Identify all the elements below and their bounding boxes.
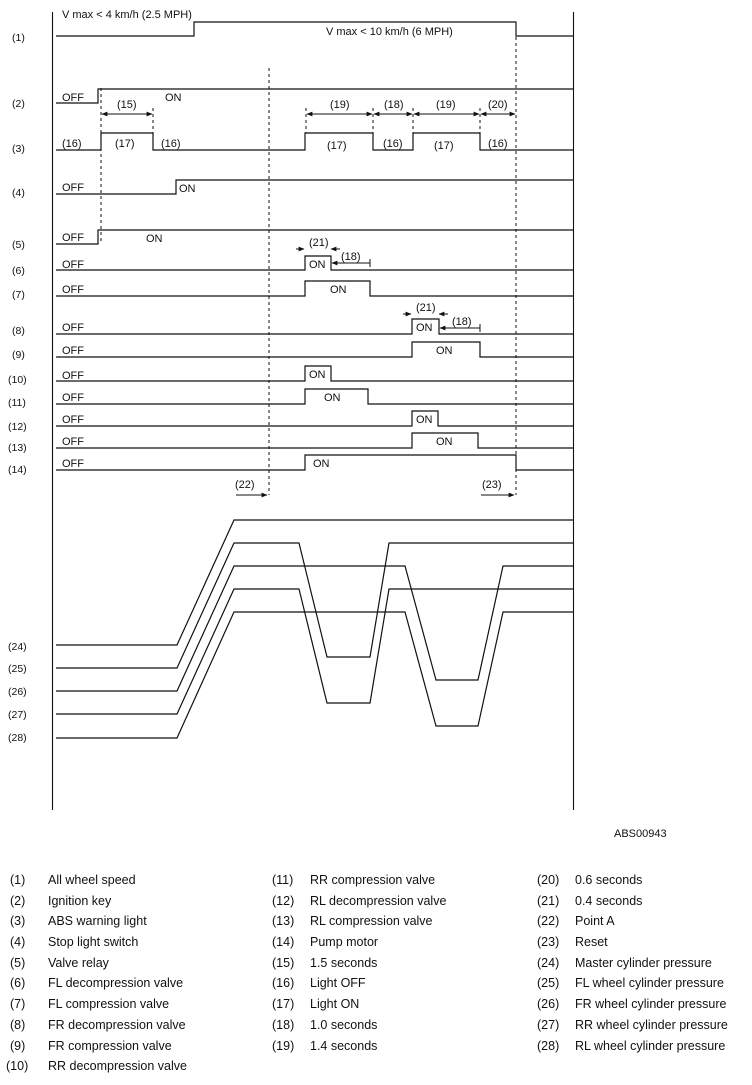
legend-number: (5) <box>10 955 26 970</box>
legend-number: (28) <box>537 1038 560 1053</box>
legend-text: 1.4 seconds <box>310 1038 378 1053</box>
row-label-12: (12) <box>8 421 27 433</box>
waveform-stop-light-switch <box>56 180 573 194</box>
legend-text: Valve relay <box>48 955 109 970</box>
legend-number: (19) <box>272 1038 295 1053</box>
row-label-14: (14) <box>8 464 27 476</box>
legend-number: (18) <box>272 1017 295 1032</box>
on-label-9: ON <box>436 345 453 357</box>
on-label-12: ON <box>416 414 433 426</box>
legend-text: FL decompression valve <box>48 976 184 991</box>
legend-number: (7) <box>10 997 26 1012</box>
legend-text: Pump motor <box>310 935 379 950</box>
legend-number: (6) <box>10 976 26 991</box>
legend-number: (12) <box>272 893 295 908</box>
row-label-13: (13) <box>8 442 27 454</box>
pressure-rl-wheel <box>56 612 573 738</box>
row-label-1: (1) <box>12 32 25 44</box>
pressure-master-cylinder <box>56 520 573 645</box>
on-label-10: ON <box>309 369 326 381</box>
off-label-11: OFF <box>62 392 84 404</box>
row-label-10: (10) <box>8 374 27 386</box>
row-label-7: (7) <box>12 289 25 301</box>
off-label-5: OFF <box>62 232 84 244</box>
row-label-11: (11) <box>8 397 26 409</box>
legend-number: (22) <box>537 914 560 929</box>
off-label-12: OFF <box>62 414 84 426</box>
legend-text: RR compression valve <box>310 873 436 887</box>
timing-label-20: (20) <box>488 99 508 111</box>
legend-text: Ignition key <box>48 893 112 908</box>
legend-number: (17) <box>272 997 295 1012</box>
on-label-8: ON <box>416 322 433 334</box>
timing-label-21-fr: (21) <box>416 302 436 314</box>
row-label-24: (24) <box>8 641 27 653</box>
pressure-fr-wheel <box>56 566 573 691</box>
timing-label-18a: (18) <box>384 99 404 111</box>
on-label-11: ON <box>324 392 341 404</box>
row-label-27: (27) <box>8 709 27 721</box>
legend-item <box>6 1056 187 1077</box>
waveform-all-wheel-speed <box>56 22 573 36</box>
legend-number: (25) <box>537 976 560 991</box>
legend-text: Master cylinder pressure <box>575 955 712 970</box>
legend-text: RL compression valve <box>310 914 433 929</box>
row-label-5: (5) <box>12 239 25 251</box>
legend-text: RR wheel cylinder pressure <box>575 1017 728 1032</box>
legend-number: (4) <box>10 935 26 950</box>
legend-text: Reset <box>575 935 608 950</box>
legend-text: FR decompression valve <box>48 1017 186 1032</box>
timing-label-18-fl: (18) <box>341 251 361 263</box>
on-labels <box>146 92 453 470</box>
waveform-fr-decompression <box>56 319 573 334</box>
legend-text: 0.6 seconds <box>575 873 643 887</box>
legend-text: All wheel speed <box>48 873 136 887</box>
off-label-10: OFF <box>62 370 84 382</box>
waveform-rr-compression <box>56 389 573 404</box>
speed-label-low: V max < 4 km/h (2.5 MPH) <box>62 9 192 21</box>
timing-label-17b: (17) <box>327 140 347 152</box>
legend-number: (13) <box>272 914 295 929</box>
off-label-2: OFF <box>62 92 84 104</box>
off-label-7: OFF <box>62 284 84 296</box>
legend-text: Point A <box>575 914 615 929</box>
row-label-28: (28) <box>8 732 27 744</box>
speed-label-high: V max < 10 km/h (6 MPH) <box>326 26 453 38</box>
row-label-2: (2) <box>12 98 25 110</box>
timing-label-17a: (17) <box>115 138 135 150</box>
waveform-fl-compression <box>56 281 573 296</box>
legend-text: 1.0 seconds <box>310 1017 378 1032</box>
legend-number: (15) <box>272 955 295 970</box>
legend-text: Stop light switch <box>48 935 139 950</box>
off-label-4: OFF <box>62 182 84 194</box>
timing-label-17c: (17) <box>434 140 454 152</box>
legend-text: Light ON <box>310 997 360 1012</box>
legend-number: (10) <box>6 1059 29 1074</box>
legend-text: FR wheel cylinder pressure <box>575 997 727 1012</box>
legend-number: (1) <box>10 873 26 887</box>
legend-text: 0.4 seconds <box>575 893 643 908</box>
waveform-fr-compression <box>56 342 573 357</box>
timing-arrows <box>102 114 515 495</box>
timing-label-19b: (19) <box>436 99 456 111</box>
legend-text: FR compression valve <box>48 1038 172 1053</box>
legend-number: (14) <box>272 935 295 950</box>
row-label-25: (25) <box>8 663 27 675</box>
on-label-2: ON <box>165 92 182 104</box>
legend-text: ABS warning light <box>48 914 147 929</box>
timing-label-23: (23) <box>482 479 502 491</box>
timing-label-16d: (16) <box>488 138 508 150</box>
legend-text: RL wheel cylinder pressure <box>575 1038 726 1053</box>
legend-text: RL decompression valve <box>310 893 447 908</box>
pressure-fl-wheel <box>56 543 573 668</box>
on-label-6: ON <box>309 259 326 271</box>
timing-label-16c: (16) <box>383 138 403 150</box>
legend-number: (2) <box>10 893 26 908</box>
row-label-6: (6) <box>12 265 25 277</box>
legend-number: (9) <box>10 1038 26 1053</box>
row-label-26: (26) <box>8 686 27 698</box>
legend-number: (21) <box>537 893 560 908</box>
legend-number: (11) <box>272 873 294 887</box>
on-label-14: ON <box>313 458 330 470</box>
off-label-8: OFF <box>62 322 84 334</box>
legend-text: RR decompression valve <box>48 1059 187 1074</box>
timing-label-15: (15) <box>117 99 137 111</box>
waveform-rl-compression <box>56 433 573 448</box>
legend-text: 1.5 seconds <box>310 955 378 970</box>
legend-text: Light OFF <box>310 976 366 991</box>
legend-number: (8) <box>10 1017 26 1032</box>
legend-number: (3) <box>10 914 26 929</box>
timing-labels <box>62 99 508 491</box>
row-label-4: (4) <box>12 187 25 199</box>
row-label-8: (8) <box>12 325 25 337</box>
legend-number: (26) <box>537 997 560 1012</box>
figure-code: ABS00943 <box>614 828 667 840</box>
timing-label-16b: (16) <box>161 138 181 150</box>
legend-number: (16) <box>272 976 295 991</box>
off-label-13: OFF <box>62 436 84 448</box>
on-label-4: ON <box>179 183 196 195</box>
row-label-9: (9) <box>12 349 25 361</box>
on-label-5: ON <box>146 233 163 245</box>
off-label-6: OFF <box>62 259 84 271</box>
legend-text: FL wheel cylinder pressure <box>575 976 724 991</box>
legend <box>0 870 752 1080</box>
timing-label-19a: (19) <box>330 99 350 111</box>
legend-number: (20) <box>537 873 560 887</box>
off-label-14: OFF <box>62 458 84 470</box>
legend-number: (24) <box>537 955 560 970</box>
legend-text: FL compression valve <box>48 997 170 1012</box>
off-label-9: OFF <box>62 345 84 357</box>
timing-label-18-fr: (18) <box>452 316 472 328</box>
legend-number: (27) <box>537 1017 560 1032</box>
row-label-3: (3) <box>12 143 25 155</box>
on-label-13: ON <box>436 436 453 448</box>
waveform-rl-decompression <box>56 411 573 426</box>
legend-number: (23) <box>537 935 560 950</box>
on-label-7: ON <box>330 284 347 296</box>
timing-label-21-fl: (21) <box>309 237 329 249</box>
row-labels <box>8 32 27 744</box>
timing-label-16a: (16) <box>62 138 82 150</box>
timing-label-22: (22) <box>235 479 255 491</box>
